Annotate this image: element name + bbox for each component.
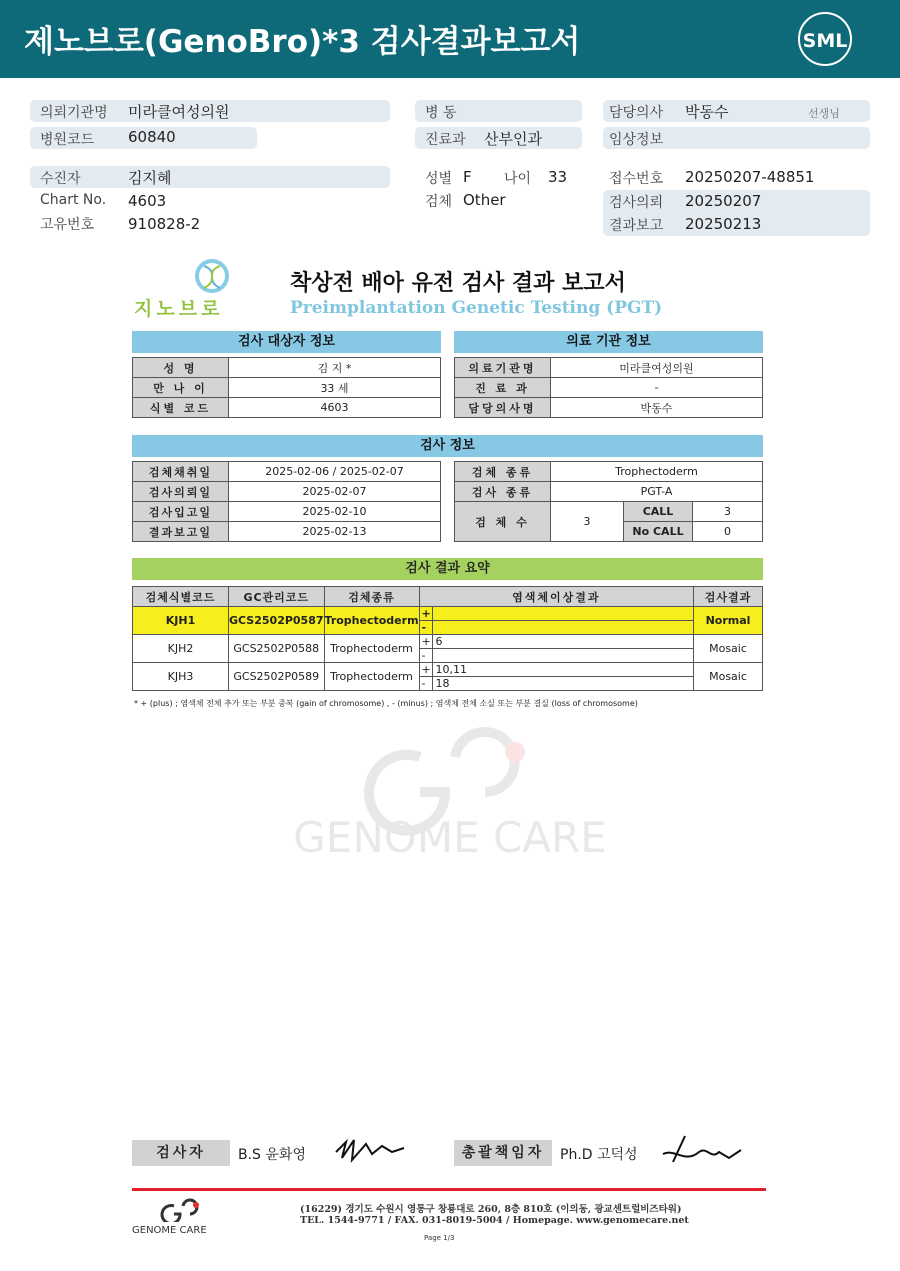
doctor-value: 박동수 (685, 103, 729, 121)
summary-header-cell: 검체식별코드 (133, 587, 229, 607)
clinical-label: 임상정보 (609, 132, 664, 148)
plus-sign: + (419, 635, 432, 649)
summary-header-cell: 검체종류 (324, 587, 419, 607)
test-row (133, 522, 441, 542)
subject-row (133, 358, 441, 378)
test-cell-label: 결과보고일 (133, 522, 229, 542)
nocall-value: 0 (693, 522, 763, 542)
institution-row (455, 358, 763, 378)
report-value: 20250213 (685, 215, 762, 233)
footnote: * + (plus) ; 염색체 전체 추가 또는 부분 중복 (gain of chromosome) , - (minus) ; 염색체 전체 소실 또는 부분 결실 (loss of chromosome) (134, 699, 638, 708)
patient-label: 수진자 (40, 171, 81, 187)
institution-table (454, 357, 763, 418)
summary-row (133, 663, 763, 677)
report-title: 착상전 배아 유전 검사 결과 보고서 (290, 271, 626, 296)
nocall-label: No CALL (624, 522, 693, 542)
test-cell-label: 검체채취일 (133, 462, 229, 482)
specimen-count-value: 3 (551, 502, 624, 542)
plus-sign: + (419, 663, 432, 677)
gc-code: GCS2502P0587 (229, 607, 325, 635)
test-specimen-table (454, 461, 763, 542)
institution-label: 의뢰기관명 (40, 105, 108, 121)
patient-value: 김지혜 (128, 169, 172, 187)
test-section-header: 검사 정보 (132, 435, 763, 457)
subject-cell-value: 33 세 (229, 378, 441, 398)
director-label: 총괄책임자 (454, 1140, 552, 1166)
test-cell-value: 2025-02-13 (229, 522, 441, 542)
sample-type: Trophectoderm (324, 663, 419, 691)
test-cell-value: 2025-02-10 (229, 502, 441, 522)
receipt-label: 접수번호 (609, 171, 664, 187)
summary-row (133, 635, 763, 649)
test-dates-table (132, 461, 441, 542)
tester-signature (332, 1132, 412, 1166)
watermark-text: GENOME CARE (293, 813, 607, 862)
unique-id-value: 910828-2 (128, 215, 201, 233)
sample-id: KJH3 (133, 663, 229, 691)
tester-name: B.S 윤화영 (238, 1147, 306, 1163)
test-row (133, 502, 441, 522)
specimen-label: 검체 (425, 194, 453, 210)
institution-cell-label: 담당의사명 (455, 398, 551, 418)
minus-sign: - (419, 677, 432, 691)
sex-value: F (463, 168, 472, 186)
sample-id: KJH1 (133, 607, 229, 635)
test-result: Normal (694, 607, 763, 635)
test-row (455, 462, 763, 482)
institution-value: 미라클여성의원 (128, 103, 230, 121)
test-row (133, 462, 441, 482)
gc-code: GCS2502P0589 (229, 663, 325, 691)
ward-label: 병 동 (425, 105, 457, 121)
doctor-suffix: 선생님 (808, 107, 840, 120)
age-value: 33 (548, 168, 568, 186)
test-result: Mosaic (694, 635, 763, 663)
footer-logo-text: GENOME CARE (132, 1225, 207, 1236)
hospital-code-label: 병원코드 (40, 132, 95, 148)
subject-cell-value: 김 지 * (229, 358, 441, 378)
test-row (133, 482, 441, 502)
test-cell-label: 검사입고일 (133, 502, 229, 522)
test-result: Mosaic (694, 663, 763, 691)
institution-cell-label: 진 료 과 (455, 378, 551, 398)
genome-care-logo-icon (128, 1198, 228, 1222)
subject-section-header: 검사 대상자 정보 (132, 331, 441, 353)
loss-chromosomes (432, 621, 693, 635)
summary-row (133, 607, 763, 621)
receipt-value: 20250207-48851 (685, 168, 815, 186)
plus-sign: + (419, 607, 432, 621)
test-row (455, 502, 763, 522)
sample-type: Trophectoderm (324, 607, 419, 635)
summary-header-row (133, 587, 763, 607)
test-cell-label: 검사의뢰일 (133, 482, 229, 502)
subject-row (133, 378, 441, 398)
institution-row (455, 398, 763, 418)
summary-table (132, 586, 763, 691)
institution-section-header: 의료 기관 정보 (454, 331, 763, 353)
director-name: Ph.D 고덕성 (560, 1147, 638, 1163)
summary-section-header: 검사 결과 요약 (132, 558, 763, 580)
specimen-type-value: Trophectoderm (551, 462, 763, 482)
gain-chromosomes: 10,11 (432, 663, 693, 677)
loss-chromosomes (432, 649, 693, 663)
institution-cell-value: - (551, 378, 763, 398)
logo-text: 지노브로 (134, 298, 224, 320)
hospital-code-value: 60840 (128, 128, 176, 146)
chart-no-label: Chart No. (40, 192, 107, 208)
loss-chromosomes: 18 (432, 677, 693, 691)
gain-chromosomes: 6 (432, 635, 693, 649)
page-number: Page 1/3 (424, 1234, 455, 1242)
minus-sign: - (419, 621, 432, 635)
chart-no-value: 4603 (128, 192, 167, 210)
summary-header-cell: GC관리코드 (229, 587, 325, 607)
minus-sign: - (419, 649, 432, 663)
report-label: 결과보고 (609, 218, 664, 234)
subject-cell-value: 4603 (229, 398, 441, 418)
page-title: 제노브로(GenoBro)*3 검사결과보고서 (24, 24, 581, 60)
subject-cell-label: 성 명 (133, 358, 229, 378)
age-label: 나이 (504, 171, 532, 187)
test-type-label: 검사 종류 (455, 482, 551, 502)
summary-header-cell: 검사결과 (694, 587, 763, 607)
header-box-patient (30, 166, 390, 188)
subject-cell-label: 만 나 이 (133, 378, 229, 398)
institution-cell-value: 미라클여성의원 (551, 358, 763, 378)
unique-id-label: 고유번호 (40, 217, 95, 233)
request-value: 20250207 (685, 192, 762, 210)
genome-care-watermark (270, 712, 630, 862)
specimen-type-label: 검체 종류 (455, 462, 551, 482)
sml-logo: SML (798, 12, 852, 66)
call-label: CALL (624, 502, 693, 522)
tester-label: 검사자 (132, 1140, 230, 1166)
specimen-value: Other (463, 191, 506, 209)
genobro-logo (134, 258, 254, 320)
doctor-label: 담당의사 (609, 105, 664, 121)
specimen-count-label: 검 체 수 (455, 502, 551, 542)
sample-id: KJH2 (133, 635, 229, 663)
sample-type: Trophectoderm (324, 635, 419, 663)
report-subtitle: Preimplantation Genetic Testing (PGT) (290, 298, 663, 318)
gc-code: GCS2502P0588 (229, 635, 325, 663)
footer-contact: TEL. 1544-9771 / FAX. 031-8019-5004 / Homepage. www.genomecare.net (300, 1215, 689, 1226)
footer-logo (128, 1198, 228, 1242)
request-label: 검사의뢰 (609, 195, 664, 211)
test-row (455, 482, 763, 502)
subject-row (133, 398, 441, 418)
dna-icon (134, 258, 254, 298)
dept-label: 진료과 (425, 132, 466, 148)
footer-address: (16229) 경기도 수원시 영통구 창룡대로 260, 8층 810호 (이의동, 광교센트럴비즈타워) (300, 1204, 682, 1215)
institution-cell-label: 의료기관명 (455, 358, 551, 378)
dept-value: 산부인과 (484, 130, 542, 148)
summary-header-cell: 염색체이상결과 (419, 587, 693, 607)
subject-table (132, 357, 441, 418)
director-signature (655, 1130, 745, 1170)
sex-label: 성별 (425, 171, 453, 187)
institution-row (455, 378, 763, 398)
institution-cell-value: 박동수 (551, 398, 763, 418)
test-cell-value: 2025-02-06 / 2025-02-07 (229, 462, 441, 482)
footer-divider (132, 1188, 766, 1191)
watermark-logo-icon (270, 712, 630, 862)
test-cell-value: 2025-02-07 (229, 482, 441, 502)
gain-chromosomes (432, 607, 693, 621)
test-type-value: PGT-A (551, 482, 763, 502)
subject-cell-label: 식별 코드 (133, 398, 229, 418)
call-value: 3 (693, 502, 763, 522)
